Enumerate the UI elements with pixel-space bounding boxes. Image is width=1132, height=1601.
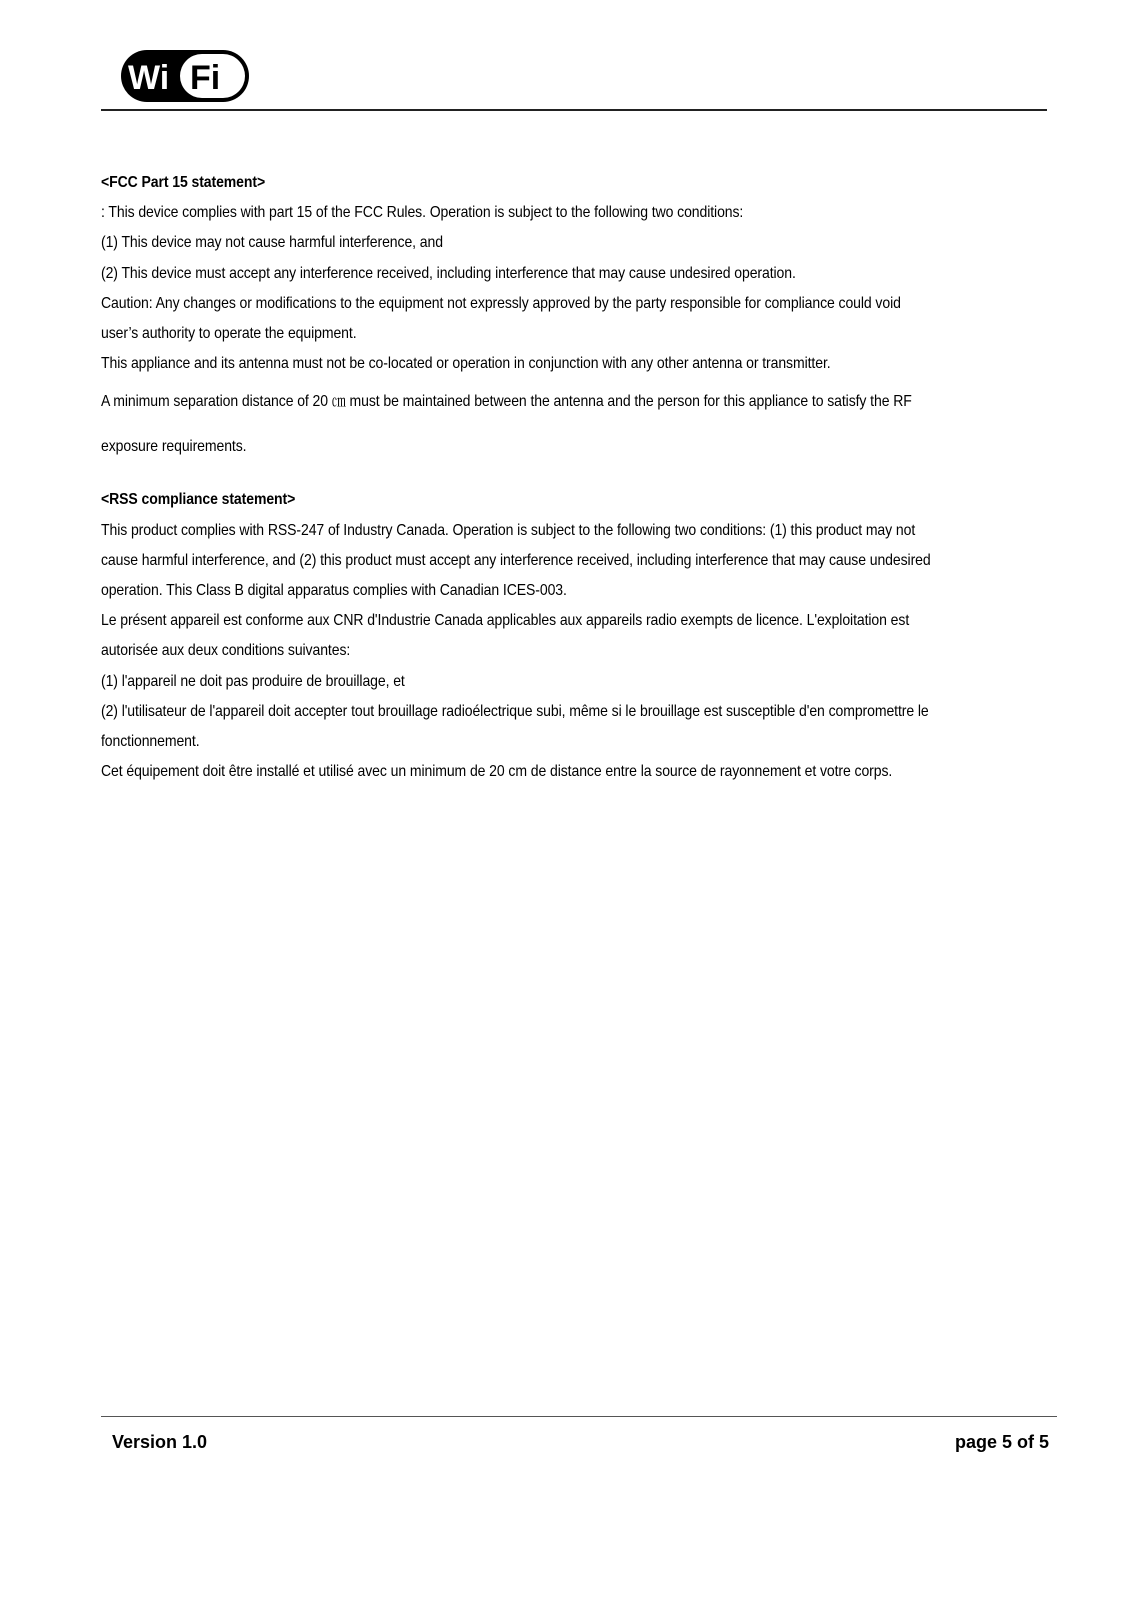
rss-line: cause harmful interference, and (2) this product must accept any interference received, including interference that may cause undesired [101, 551, 931, 569]
rss-line: autorisée aux deux conditions suivantes: [101, 642, 351, 660]
section-spacer [101, 469, 1041, 485]
fcc-line: user’s authority to operate the equipment. [101, 325, 357, 343]
fcc-line: (2) This device must accept any interference received, including interference that may cause undesired operation. [101, 264, 796, 282]
wifi-logo-icon [120, 45, 250, 107]
logo-text-wi: Wi [128, 59, 170, 97]
fcc-line: : This device complies with part 15 of the FCC Rules. Operation is subject to the following two conditions: [101, 204, 744, 222]
rss-line: This product complies with RSS-247 of Industry Canada. Operation is subject to the following two conditions: (1) this product may not [101, 521, 916, 539]
rss-line: (1) l'appareil ne doit pas produire de brouillage, et [101, 672, 405, 690]
rss-line: operation. This Class B digital apparatus complies with Canadian ICES-003. [101, 582, 567, 600]
logo-text-fi: Fi [190, 59, 221, 97]
rss-heading: <RSS compliance statement> [101, 491, 296, 509]
fcc-line: This appliance and its antenna must not be co-located or operation in conjunction with any other antenna or transmitter. [101, 355, 831, 373]
footer-divider [101, 1416, 1057, 1417]
rss-line: fonctionnement. [101, 733, 200, 751]
header-divider [101, 109, 1047, 111]
footer-page-number: page 5 of 5 [954, 1432, 1049, 1452]
rss-line: Le présent appareil est conforme aux CNR d'Industrie Canada applicables aux appareils radio exempts de licence. L'exploitation est [101, 612, 910, 630]
rss-line: (2) l'utilisateur de l'appareil doit accepter tout brouillage radioélectrique subi, même si le brouillage est susceptible d'en compromettre le [101, 702, 929, 720]
fcc-line: (1) This device may not cause harmful interference, and [101, 234, 443, 252]
fcc-heading: <FCC Part 15 statement> [101, 174, 266, 191]
document-body [101, 168, 1041, 787]
fcc-separation-line: exposure requirements. [101, 438, 247, 456]
footer-version: Version 1.0 [112, 1432, 208, 1452]
fcc-separation-line: A minimum separation distance of 20 ㎝ must be maintained between the antenna and the person for this appliance to satisfy the RF [101, 393, 912, 411]
rss-line: Cet équipement doit être installé et utilisé avec un minimum de 20 cm de distance entre la source de rayonnement et votre corps. [101, 763, 893, 781]
fcc-line: Caution: Any changes or modifications to the equipment not expressly approved by the party responsible for compliance could void [101, 294, 901, 312]
